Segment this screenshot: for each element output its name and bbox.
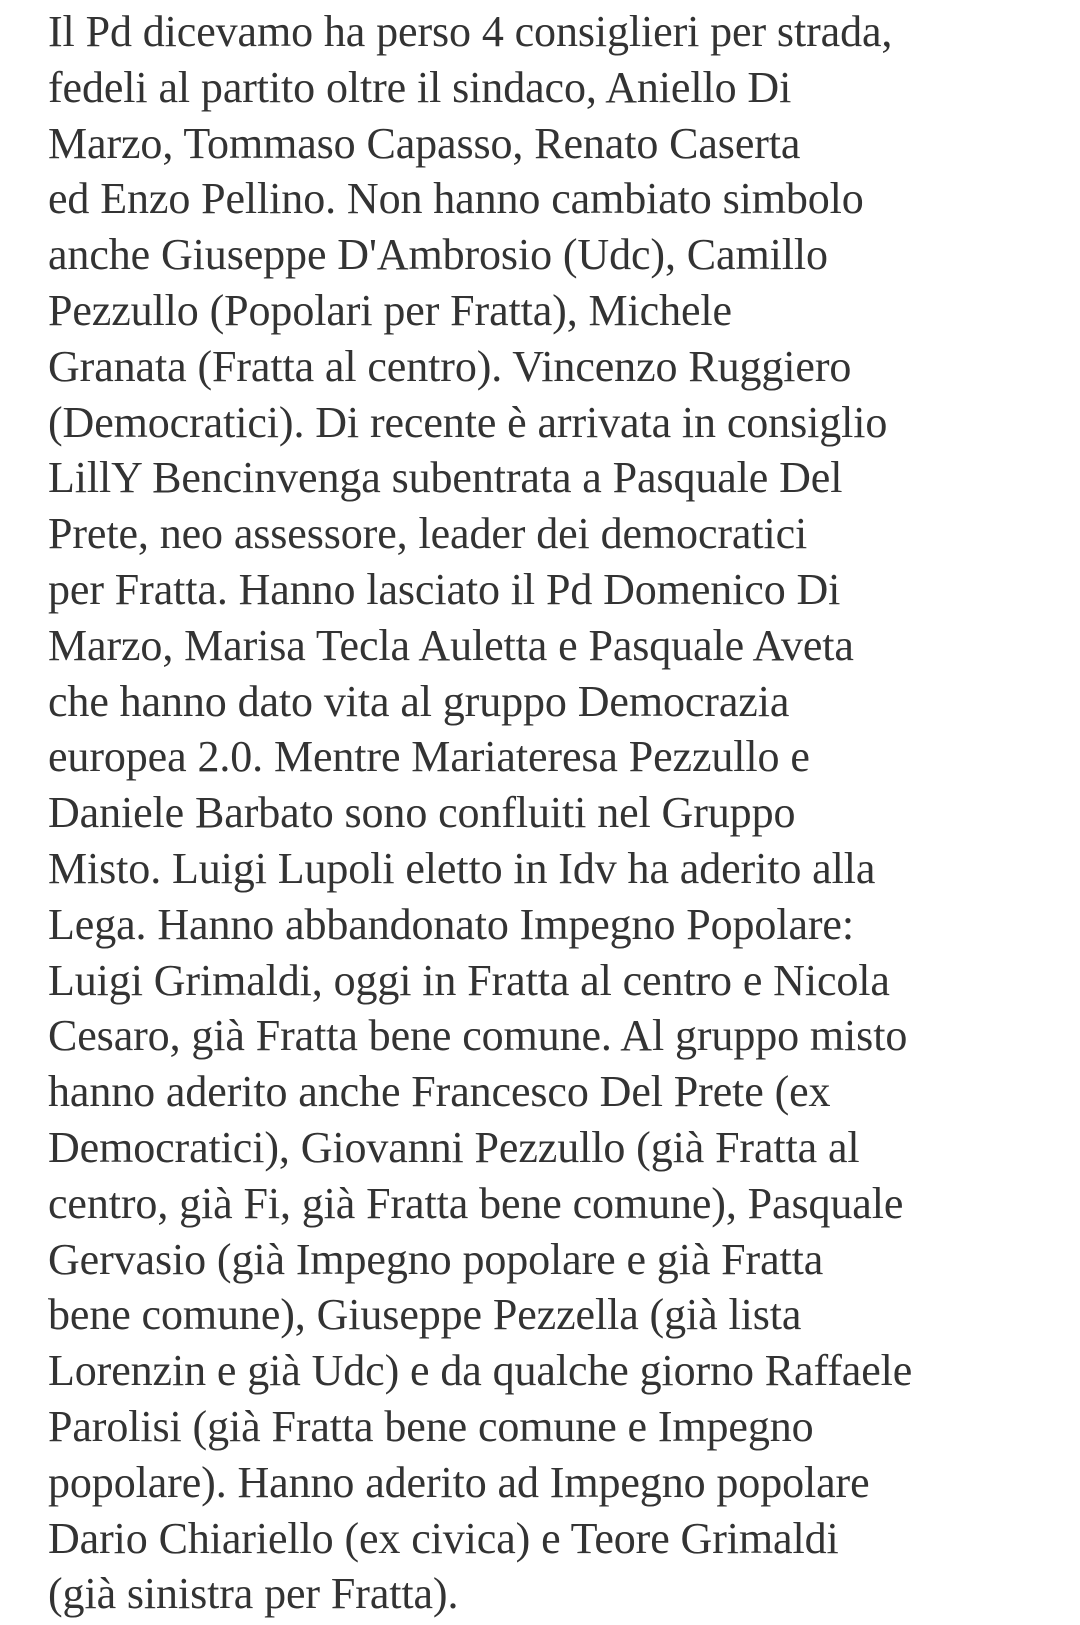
text-line: che hanno dato vita al gruppo Democrazia xyxy=(48,676,790,726)
text-line: hanno aderito anche Francesco Del Prete (ex xyxy=(48,1067,831,1117)
text-line: Marzo, Tommaso Capasso, Renato Caserta xyxy=(48,118,801,168)
text-line: Granata (Fratta al centro). Vincenzo Ruggiero xyxy=(48,341,852,391)
text-line: Luigi Grimaldi, oggi in Fratta al centro e Nicola xyxy=(48,955,890,1005)
text-line: fedeli al partito oltre il sindaco, Aniello Di xyxy=(48,62,792,112)
text-line: anche Giuseppe D'Ambrosio (Udc), Camillo xyxy=(48,230,828,280)
text-line: Lorenzin e già Udc) e da qualche giorno Raffaele xyxy=(48,1346,913,1396)
text-line: Lega. Hanno abbandonato Impegno Popolare: xyxy=(48,899,854,949)
article-body xyxy=(48,4,1068,1622)
text-line: Cesaro, già Fratta bene comune. Al gruppo misto xyxy=(48,1011,908,1061)
text-line: ed Enzo Pellino. Non hanno cambiato simbolo xyxy=(48,174,864,224)
text-line: Prete, neo assessore, leader dei democratici xyxy=(48,509,808,559)
text-line: Misto. Luigi Lupoli eletto in Idv ha aderito alla xyxy=(48,843,876,893)
text-line: europea 2.0. Mentre Mariateresa Pezzullo e xyxy=(48,732,810,782)
text-line: Democratici), Giovanni Pezzullo (già Fratta al xyxy=(48,1122,860,1172)
text-line: (già sinistra per Fratta). xyxy=(48,1569,459,1619)
text-line: bene comune), Giuseppe Pezzella (già lista xyxy=(48,1290,802,1340)
text-line: (Democratici). Di recente è arrivata in consiglio xyxy=(48,397,888,447)
text-line: centro, già Fi, già Fratta bene comune), Pasquale xyxy=(48,1178,904,1228)
text-line: Dario Chiariello (ex civica) e Teore Grimaldi xyxy=(48,1513,839,1563)
text-line: Parolisi (già Fratta bene comune e Impegno xyxy=(48,1401,814,1451)
text-line: LillY Bencinvenga subentrata a Pasquale Del xyxy=(48,453,843,503)
text-line: popolare). Hanno aderito ad Impegno popolare xyxy=(48,1457,870,1507)
text-line: Il Pd dicevamo ha perso 4 consiglieri per strada, xyxy=(48,7,893,56)
text-line: per Fratta. Hanno lasciato il Pd Domenico Di xyxy=(48,564,841,614)
text-line: Marzo, Marisa Tecla Auletta e Pasquale Aveta xyxy=(48,620,854,670)
text-line: Daniele Barbato sono confluiti nel Gruppo xyxy=(48,788,796,838)
text-line: Pezzullo (Popolari per Fratta), Michele xyxy=(48,285,732,335)
text-line: Gervasio (già Impegno popolare e già Fratta xyxy=(48,1234,824,1284)
